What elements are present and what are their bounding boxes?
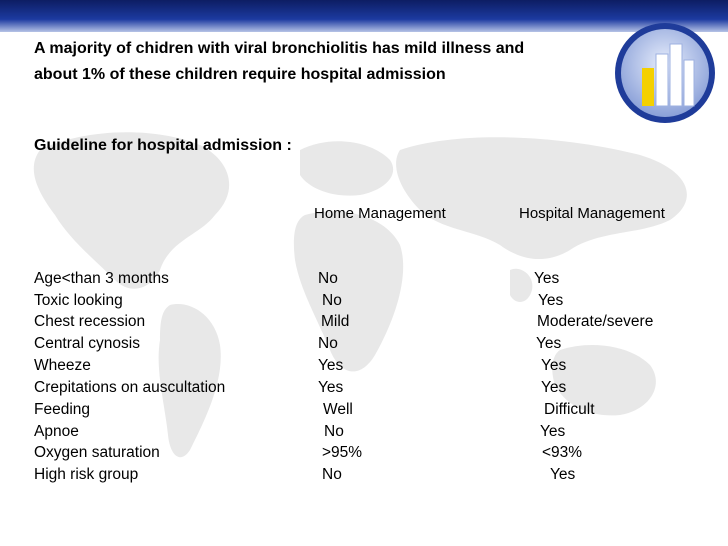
heading-line-1: A majority of chidren with viral bronchiolitis has mild illness and bbox=[34, 40, 525, 57]
row-label: Chest recession bbox=[34, 313, 146, 330]
home-cell: No bbox=[318, 270, 338, 287]
home-cell: No bbox=[318, 335, 338, 352]
guideline-heading: Guideline for hospital admission : bbox=[34, 137, 292, 154]
row-label: Age<than 3 months bbox=[34, 270, 169, 287]
hospital-cell: Yes bbox=[534, 270, 560, 287]
row-label: Wheeze bbox=[34, 357, 91, 374]
home-cell: No bbox=[322, 466, 342, 483]
hospital-cell: Yes bbox=[550, 466, 576, 483]
home-cell: Yes bbox=[318, 379, 344, 396]
home-cell: Mild bbox=[321, 313, 350, 330]
heading-line-2: about 1% of these children require hospital admission bbox=[34, 66, 446, 83]
home-cell: >95% bbox=[322, 444, 363, 461]
hospital-cell: <93% bbox=[542, 444, 583, 461]
hospital-cell: Yes bbox=[540, 423, 566, 440]
row-label: Feeding bbox=[34, 401, 91, 418]
hospital-cell: Difficult bbox=[544, 401, 595, 418]
column-header-hospital: Hospital Management bbox=[519, 205, 665, 222]
row-label: Toxic looking bbox=[34, 292, 123, 309]
row-label: High risk group bbox=[34, 466, 139, 483]
column-header-home: Home Management bbox=[314, 205, 446, 222]
hospital-cell: Yes bbox=[541, 357, 567, 374]
home-cell: No bbox=[322, 292, 342, 309]
home-cell: Well bbox=[323, 401, 353, 418]
home-cell: Yes bbox=[318, 357, 344, 374]
hospital-cell: Yes bbox=[536, 335, 562, 352]
hospital-cell: Yes bbox=[538, 292, 564, 309]
hospital-cell: Yes bbox=[541, 379, 567, 396]
row-label: Oxygen saturation bbox=[34, 444, 160, 461]
row-label: Apnoe bbox=[34, 423, 79, 440]
row-label: Central cynosis bbox=[34, 335, 140, 352]
home-cell: No bbox=[324, 423, 344, 440]
row-label: Crepitations on auscultation bbox=[34, 379, 226, 396]
bar-chart-globe-logo bbox=[612, 20, 718, 126]
hospital-cell: Moderate/severe bbox=[537, 313, 654, 330]
